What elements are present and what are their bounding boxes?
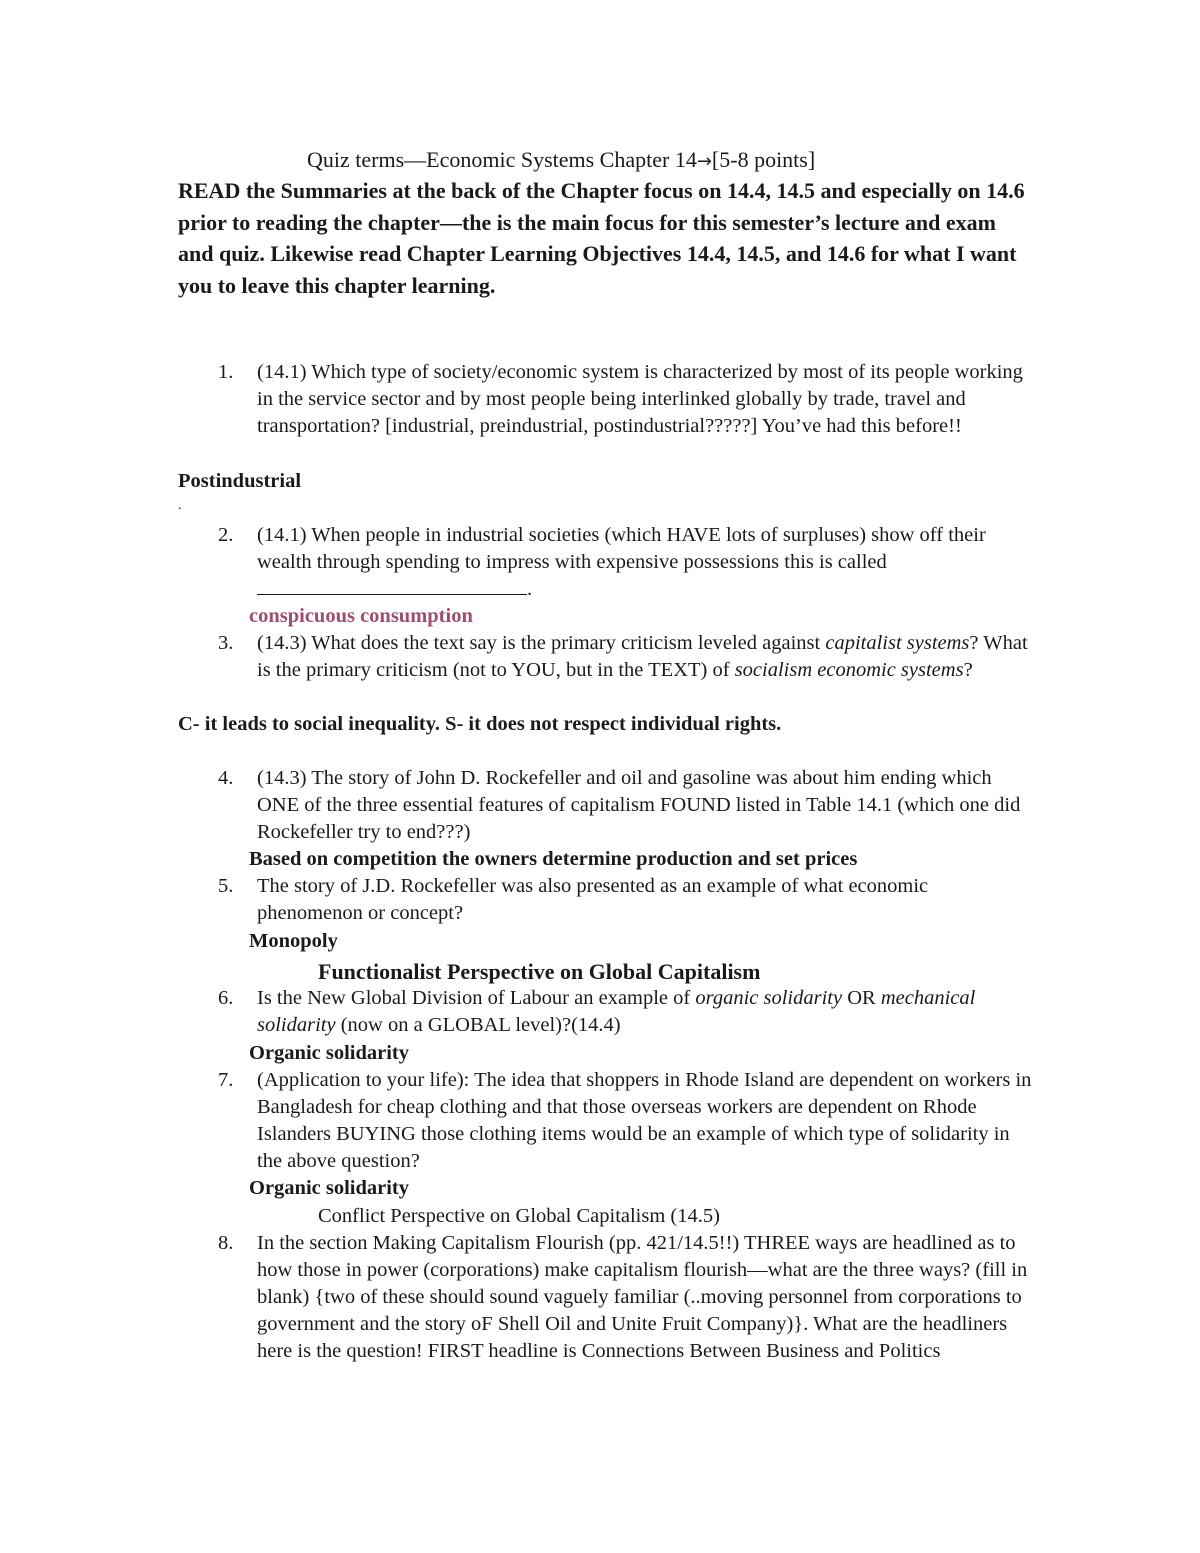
question-text: The story of J.D. Rockefeller was also presented as an example of what economic phenomenon or concept? xyxy=(257,875,929,924)
section-heading-functionalist: Functionalist Perspective on Global Capitalism xyxy=(318,959,761,984)
question-text: (14.3) What does the text say is the primary criticism leveled against capitalist systems? What is the primary criticism (not to YOU, but in the TEXT) of socialism economic systems? xyxy=(257,632,1028,681)
answer-7: Organic solidarity xyxy=(249,1177,410,1199)
answer-4: Based on competition the owners determine production and set prices xyxy=(249,848,858,870)
answer-2: conspicuous consumption xyxy=(249,605,473,627)
answer-6: Organic solidarity xyxy=(249,1042,410,1064)
answer-5: Monopoly xyxy=(249,930,338,952)
question-text: (14.3) The story of John D. Rockefeller and oil and gasoline was about him ending which ONE of the three essential features of capitalism FOUND listed in Table 14.1 (which one did Rockefeller try to end???) xyxy=(257,767,1021,843)
question-text: Is the New Global Division of Labour an example of organic solidarity OR mechanical solidarity (now on a GLOBAL level)?(14.4) xyxy=(257,987,976,1036)
answer-3: C- it leads to social inequality. S- it does not respect individual rights. xyxy=(178,713,782,735)
question-text: In the section Making Capitalism Flourish (pp. 421/14.5!!) THREE ways are headlined as to how those in power (corporations) make capitalism flourish—what are the three ways? (fill in blank) {two of these should sound vaguely familiar (..moving personnel from corporations to government and the story oF Shell Oil and Unite Fruit Company)}. What are the headliners here is the question! FIRST headline is Connections Between Business and Politics xyxy=(257,1232,1028,1362)
answer-1: Postindustrial xyxy=(178,470,302,492)
question-6 xyxy=(218,985,1038,1039)
question-1 xyxy=(218,359,1038,440)
question-number: 2. xyxy=(218,524,234,546)
intro-instructions: READ the Summaries at the back of the Chapter focus on 14.4, 14.5 and especially on 14.6 prior to reading the chapter—the is the main focus for this semester’s lecture and exam and quiz. Likewise read Chapter Learning Objectives 14.4, 14.5, and 14.6 for what I want you to leave this chapter learning. xyxy=(178,178,1025,298)
section-heading-conflict: Conflict Perspective on Global Capitalism (14.5) xyxy=(318,1205,720,1227)
question-text: (14.1) Which type of society/economic system is characterized by most of its people working in the service sector and by most people being interlinked globally by trade, travel and transportation? [industrial, preindustrial, postindustrial?????] You’ve had this before!! xyxy=(257,361,1023,437)
question-7 xyxy=(218,1067,1038,1175)
question-number: 5. xyxy=(218,875,234,897)
question-2: 2. (14.1) When people in industrial societies (which HAVE lots of surpluses) show off their wealth through spending to impress with expensive possessions this is called. xyxy=(218,524,986,600)
question-text: (Application to your life): The idea that shoppers in Rhode Island are dependent on workers in Bangladesh for cheap clothing and that those overseas workers are dependent on Rhode Islanders BUYING those clothing items would be an example of which type of solidarity in the above question? xyxy=(257,1069,1032,1172)
stray-period: . xyxy=(178,498,182,513)
arrow-icon: → xyxy=(696,151,712,172)
fill-in-blank xyxy=(257,576,527,595)
question-8 xyxy=(218,1230,1038,1365)
question-number: 7. xyxy=(218,1069,234,1091)
question-number: 6. xyxy=(218,987,234,1009)
question-number: 8. xyxy=(218,1232,234,1254)
question-3 xyxy=(218,630,1038,684)
question-number: 3. xyxy=(218,632,234,654)
question-5 xyxy=(218,873,1038,927)
question-number: 4. xyxy=(218,767,234,789)
question-4 xyxy=(218,765,1038,846)
question-number: 1. xyxy=(218,361,234,383)
quiz-title: Quiz terms—Economic Systems Chapter 14→[5-8 points] xyxy=(307,147,816,172)
question-text: (14.1) When people in industrial societies (which HAVE lots of surpluses) show off their wealth through spending to impress with expensive possessions this is called xyxy=(257,524,986,573)
